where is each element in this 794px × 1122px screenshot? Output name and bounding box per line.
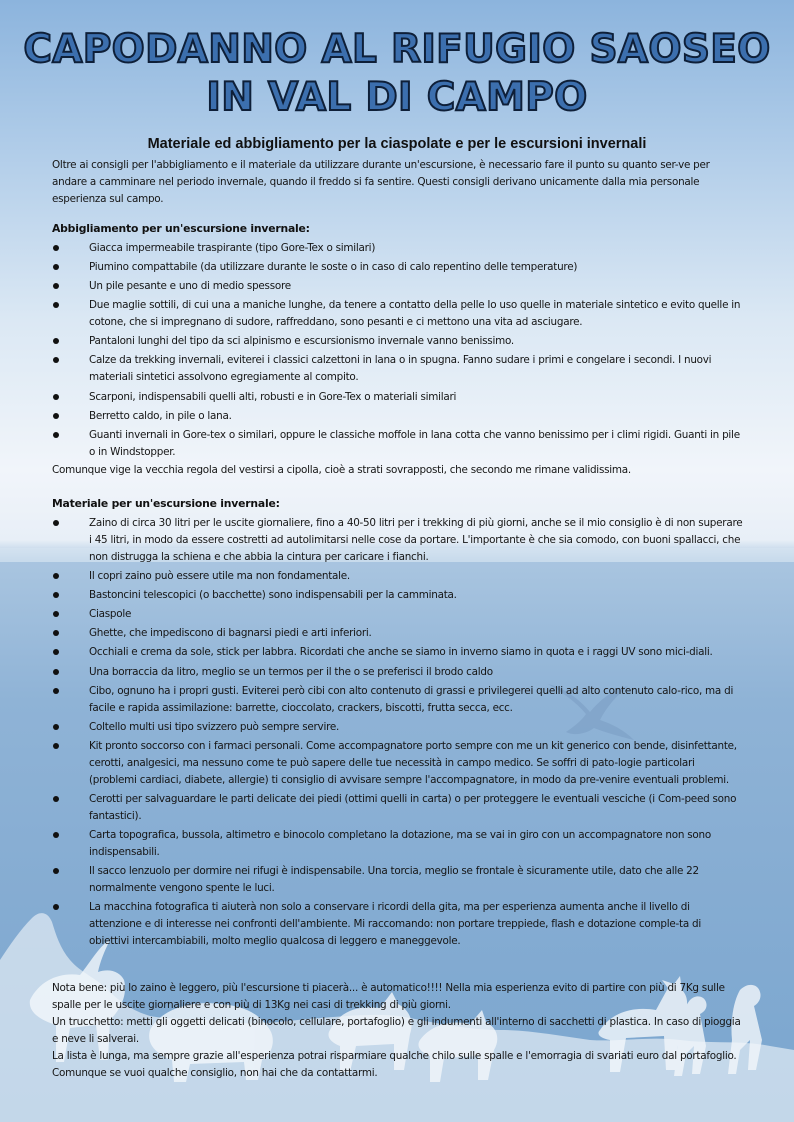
- list-item-text: Berretto caldo, in pile o lana.: [89, 409, 232, 422]
- list-item-text: Pantaloni lunghi del tipo da sci alpinismo e escursionismo invernale vanno benissimo.: [89, 335, 514, 348]
- list-item-text: Il sacco lenzuolo per dormire nei rifugi è indispensabile. Una torcia, meglio se frontale è sicuramente utile, dato che alle 22 normalmente vengono spente le luci.: [89, 865, 699, 895]
- bullet-icon: [53, 832, 59, 838]
- bullet-icon: [53, 413, 59, 419]
- list-item: [52, 427, 744, 461]
- bullet-icon: [53, 432, 59, 438]
- note-weight: Nota bene: più lo zaino è leggero, più l'escursione ti piacerà... è automatico!!!! Nella mia esperienza evito di partire con più di 7Kg sulle spalle per le uscite giornaliere e con più di 13Kg nei casi di trekking di più giorni.: [52, 982, 725, 1011]
- list-item-text: Una borraccia da litro, meglio se un termos per il the o se preferisci il brodo caldo: [89, 665, 493, 678]
- list-item: [52, 352, 744, 386]
- list-item-text: Ghette, che impediscono di bagnarsi piedi e arti inferiori.: [89, 627, 372, 640]
- list-item: [52, 738, 744, 789]
- list-item-text: Giacca impermeabile traspirante (tipo Gore-Tex o similari): [89, 242, 376, 254]
- list-item: [52, 297, 744, 331]
- list-item-text: Piumino compattabile (da utilizzare durante le soste o in caso di calo repentino delle temperature): [89, 261, 578, 274]
- bullet-icon: [53, 592, 59, 598]
- list-item-text: Cibo, ognuno ha i propri gusti. Eviterei però cibi con alto contenuto di grassi e privilegerei quelli ad alto contenuto calo-rico, ma di facile e rapida assimilazione: barrette, cioccolato, crackers, biscotti, frutta secca, ecc.: [89, 684, 734, 714]
- bullet-icon: [53, 688, 59, 694]
- list-item: [52, 827, 744, 861]
- note-closing: La lista è lunga, ma sempre grazie all'esperienza potrai risparmiare qualche chilo sulle spalle e l'emorragia di svariati euro dal portafoglio. Comunque se vuoi qualche consiglio, non hai che da contattarmi.: [52, 1050, 737, 1079]
- list-item-text: Kit pronto soccorso con i farmaci personali. Come accompagnatore porto sempre con me un kit generico con bende, disinfettante, cerotti, analgesici, ma nessuno come te può sapere delle tue necessità in campo medico. Se soffri di pato-logie particolari (problemi cardiaci, diabete, allergie) ti consiglio di avvisare sempre l'accompagnatore, in modo da pre-venire eventuali problemi.: [89, 739, 737, 786]
- list-item: [52, 278, 744, 295]
- intro-paragraph: Oltre ai consigli per l'abbigliamento e il materiale da utilizzare durante un'escursione, è necessario fare il punto su quanto ser-ve per andare a camminare nel periodo invernale, quando il freddo si fa sentire. Questi consigli derivano unicamente dalla mia personale esperienza sul campo.: [52, 159, 710, 205]
- list-item-text: La macchina fotografica ti aiuterà non solo a conservare i ricordi della gita, ma per esperienza aumenta anche il livello di attenzione e di interesse nei confronti dell'ambiente. Mi raccomando: non portare treppiede, flash e dotazione comple-ta di obiettivi intercambiabili, molto meglio qualcosa di leggero e maneggevole.: [89, 901, 702, 948]
- list-item: [52, 389, 744, 406]
- list-item: [52, 664, 744, 681]
- list-item: [52, 644, 744, 661]
- list-item: [52, 606, 744, 623]
- page-title: [0, 26, 794, 122]
- bullet-icon: [53, 649, 59, 655]
- list-item-text: Ciaspole: [89, 608, 132, 621]
- clothing-footer: Comunque vige la vecchia regola del vestirsi a cipolla, cioè a strati sovrapposti, che secondo me rimane validissima.: [52, 464, 631, 476]
- page-subtitle: Materiale ed abbigliamento per la ciaspolate e per le escursioni invernali: [147, 136, 647, 152]
- bullet-icon: [53, 611, 59, 617]
- list-item: [52, 333, 744, 350]
- list-item-text: Il copri zaino può essere utile ma non fondamentale.: [89, 570, 350, 583]
- bullet-icon: [53, 669, 59, 675]
- list-item-text: Due maglie sottili, di cui una a maniche lunghe, da tenere a contatto della pelle Io uso quelle in materiale sintetico e evito quelle in cotone, che si impregnano di sudore, raffreddano, sono pesanti e ci mettono una vita ad asciugare.: [89, 299, 741, 329]
- bullet-icon: [53, 743, 59, 749]
- bullet-icon: [53, 724, 59, 730]
- list-item-text: Calze da trekking invernali, eviterei i classici calzettoni in lana o in spugna. Fanno sudare i primi e congelare i secondi. I nuovi materiali sintetici assolvono egregiamente al compito.: [89, 354, 712, 384]
- list-item-text: Cerotti per salvaguardare le parti delicate dei piedi (ottimi quelli in carta) o per proteggere le eventuali vesciche (i Com-peed sono fantastici).: [89, 792, 737, 822]
- gear-heading: Materiale per un'escursione invernale:: [52, 497, 280, 510]
- list-item-text: Coltello multi usi tipo svizzero può sempre servire.: [89, 720, 340, 733]
- bullet-icon: [53, 630, 59, 636]
- list-item: [52, 791, 744, 825]
- list-item: [52, 587, 744, 604]
- bullet-icon: [53, 868, 59, 874]
- list-item-text: Occhiali e crema da sole, stick per labbra. Ricordati che anche se siamo in inverno siamo in quota e i raggi UV sono mici-diali.: [89, 646, 713, 659]
- list-item: [52, 863, 744, 897]
- list-item-text: Un pile pesante e uno di medio spessore: [89, 280, 291, 293]
- bullet-icon: [53, 573, 59, 579]
- gear-list: [52, 515, 744, 952]
- list-item: [52, 515, 744, 566]
- note-trick: Un trucchetto: metti gli oggetti delicati (binocolo, cellulare, portafoglio) e gli indumenti all'interno di sacchetti di plastica. In caso di pioggia e neve li salverai.: [52, 1016, 741, 1045]
- list-item: [52, 408, 744, 425]
- title-line-2: IN VAL DI CAMPO: [206, 75, 588, 120]
- bullet-icon: [53, 302, 59, 308]
- bullet-icon: [53, 357, 59, 363]
- list-item-text: Scarponi, indispensabili quelli alti, robusti e in Gore-Tex o materiali similari: [89, 390, 457, 403]
- list-item: [52, 899, 744, 950]
- list-item: [52, 568, 744, 585]
- bullet-icon: [53, 520, 59, 526]
- list-item-text: Zaino di circa 30 litri per le uscite giornaliere, fino a 40-50 litri per i trekking di più giorni, anche se il mio consiglio è di non superare i 45 litri, in modo da essere costretti ad autolimitarsi nelle cose da portare. L'importante è che sia comodo, con buoni spallacci, che non distrugga la schiena e che abbia la cintura per caricare i fianchi.: [89, 517, 743, 563]
- title-line-1: CAPODANNO AL RIFUGIO SAOSEO: [23, 27, 771, 72]
- clothing-list: [52, 240, 744, 463]
- list-item: [52, 719, 744, 736]
- bullet-icon: [53, 264, 59, 270]
- list-item: [52, 625, 744, 642]
- bullet-icon: [53, 338, 59, 344]
- clothing-heading: Abbigliamento per un'escursione invernale:: [52, 222, 310, 235]
- list-item: [52, 240, 744, 257]
- bullet-icon: [53, 904, 59, 910]
- list-item: [52, 683, 744, 717]
- list-item-text: Carta topografica, bussola, altimetro e binocolo completano la dotazione, ma se vai in giro con un accompagnatore non sono indispensabili.: [89, 829, 711, 859]
- list-item-text: Bastoncini telescopici (o bacchette) sono indispensabili per la camminata.: [89, 589, 457, 602]
- bullet-icon: [53, 245, 59, 251]
- list-item: [52, 259, 744, 276]
- bullet-icon: [53, 394, 59, 400]
- bullet-icon: [53, 283, 59, 289]
- notes-block: [52, 980, 744, 1082]
- bullet-icon: [53, 796, 59, 802]
- list-item-text: Guanti invernali in Gore-tex o similari, oppure le classiche moffole in lana cotta che vanno benissimo per i climi rigidi. Guanti in pile o in Windstopper.: [89, 428, 740, 458]
